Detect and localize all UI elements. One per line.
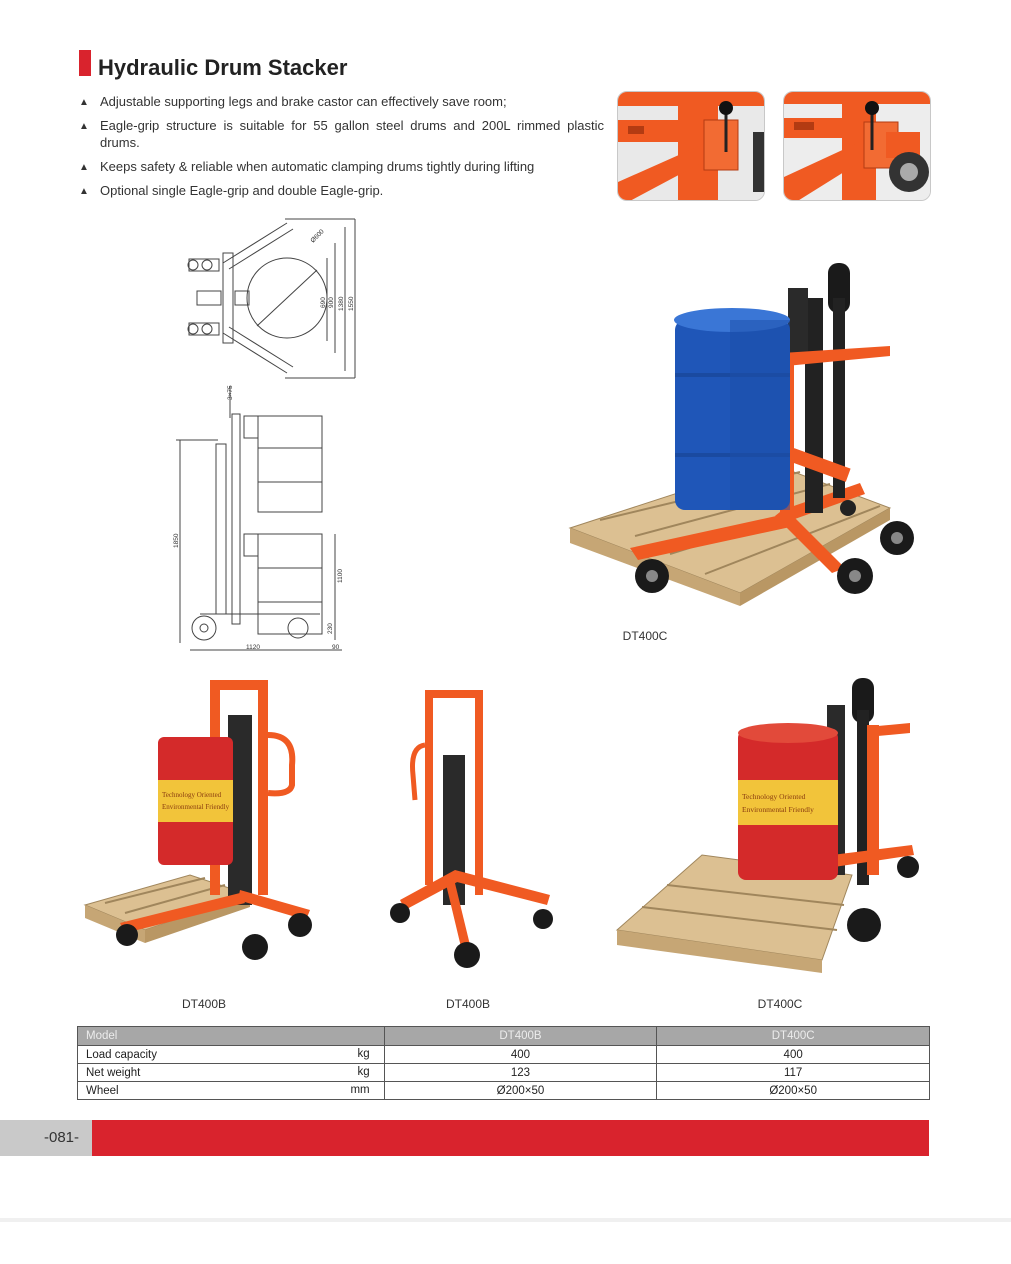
drum-text-line2-left: Environmental Friendly [162, 803, 230, 811]
footer-divider [0, 1218, 1011, 1222]
title-accent-bar [79, 50, 91, 76]
dim-3x75: 3×75 [227, 385, 234, 400]
cell-value: Ø200×50 [384, 1082, 657, 1100]
header-dt400c: DT400C [657, 1027, 930, 1046]
row-unit: kg [357, 1066, 370, 1078]
dim-diameter: Ø600 [309, 228, 326, 245]
page-number: -081- [44, 1129, 80, 1146]
feature-item: ▲ Adjustable supporting legs and brake castor can effectively save room; [79, 94, 507, 109]
drum-text-line1-left: Technology Oriented [162, 791, 222, 799]
row-unit: mm [350, 1084, 370, 1096]
cell-value: 123 [384, 1064, 657, 1082]
dim-900: 900 [328, 297, 335, 308]
technical-drawing-top-view [175, 213, 370, 388]
page-title: Hydraulic Drum Stacker [98, 55, 348, 80]
dt400c-blue-drum-image [560, 258, 930, 618]
row-label: Wheel [86, 1084, 119, 1097]
dim-1550: 1550 [348, 296, 355, 311]
dt400c-red-drum-image [612, 675, 930, 975]
detail-photo-legs-image [618, 92, 765, 201]
caption-dt400c-main: DT400C [622, 629, 668, 643]
table-row [78, 1064, 930, 1082]
product-photo-dt400b-mid [385, 685, 560, 975]
cell-value: 117 [657, 1064, 930, 1082]
top-view-drawing [175, 213, 370, 388]
cell-value: 400 [384, 1046, 657, 1064]
header-dt400b: DT400B [384, 1027, 657, 1046]
side-view-drawing [170, 378, 350, 656]
caption-dt400b-mid: DT400B [445, 997, 491, 1011]
drum-text-line2-right: Environmental Friendly [742, 805, 814, 814]
caption-dt400b-left: DT400B [181, 997, 227, 1011]
feature-item: ▲ Keeps safety & reliable when automatic clamping drums tightly during lifting [79, 159, 535, 174]
product-photo-dt400c-red [612, 675, 930, 975]
table-row [78, 1082, 930, 1100]
detail-photo-castor-image [784, 92, 931, 201]
triangle-bullet-icon: ▲ [79, 97, 89, 108]
dt400b-left-image [80, 675, 330, 965]
product-photo-dt400c-blue [560, 258, 930, 618]
row-label: Load capacity [86, 1048, 157, 1061]
triangle-bullet-icon: ▲ [79, 186, 89, 197]
detail-photo-legs [617, 91, 765, 201]
drum-text-line1-right: Technology Oriented [742, 792, 806, 801]
cell-value: Ø200×50 [657, 1082, 930, 1100]
row-label: Net weight [86, 1066, 141, 1079]
triangle-bullet-icon: ▲ [79, 162, 89, 173]
dim-1850: 1850 [173, 533, 180, 548]
dim-90: 90 [332, 644, 340, 651]
footer-accent-bar [92, 1120, 929, 1156]
feature-item: ▲ Optional single Eagle-grip and double Eagle-grip. [79, 183, 384, 198]
cell-value: 400 [657, 1046, 930, 1064]
product-photo-dt400b-left [80, 675, 330, 965]
detail-photo-castor [783, 91, 931, 201]
feature-item: ▲ Eagle-grip structure is suitable for 55 gallon steel drums and 200L rimmed plastic drums. [79, 118, 604, 150]
dim-1380: 1380 [338, 296, 345, 311]
technical-drawing-side-view [170, 378, 350, 656]
triangle-bullet-icon: ▲ [79, 121, 89, 132]
table-header-row [78, 1027, 930, 1046]
dim-1120: 1120 [246, 644, 260, 651]
dt400b-mid-image [385, 685, 560, 975]
row-unit: kg [357, 1048, 370, 1060]
header-model: Model [78, 1027, 385, 1046]
dim-230: 230 [327, 623, 334, 634]
spec-table [77, 1026, 930, 1100]
caption-dt400c-right: DT400C [757, 997, 803, 1011]
dim-690: 690 [320, 297, 327, 308]
dim-1100: 1100 [337, 569, 344, 583]
table-row [78, 1046, 930, 1064]
feature-list [79, 93, 604, 206]
